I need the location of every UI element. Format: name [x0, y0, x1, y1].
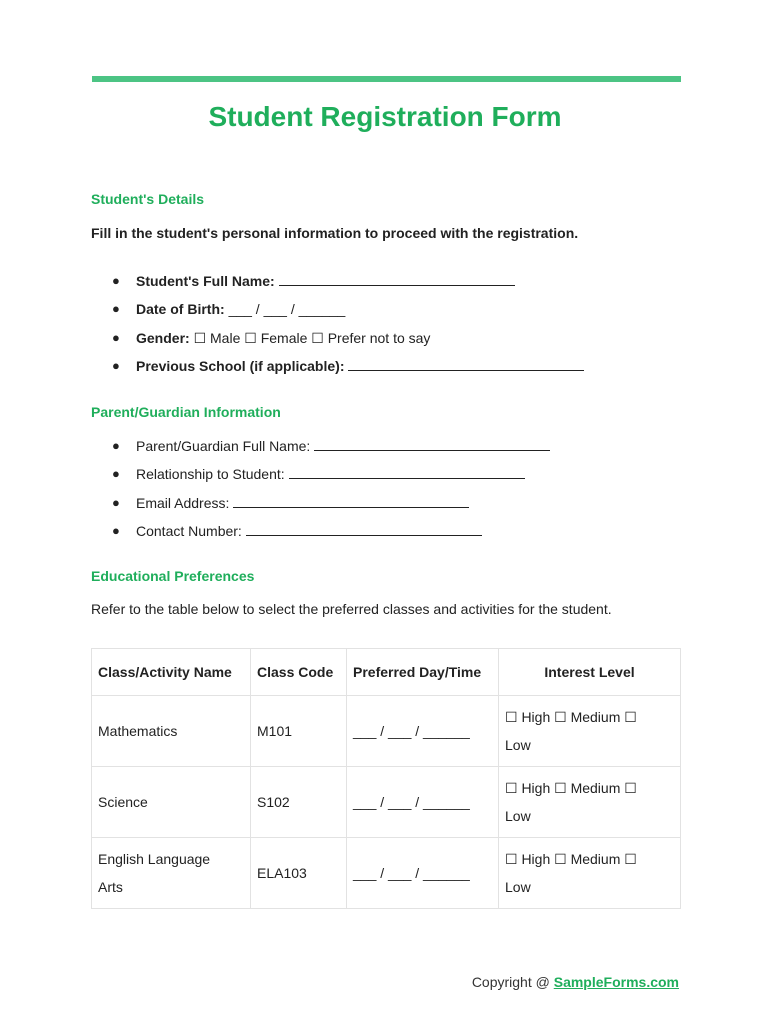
list-item: [112, 465, 550, 493]
copyright-text: Copyright @: [471, 974, 554, 990]
column-header-class-code: Class Code: [251, 649, 347, 696]
preferences-table: [91, 648, 681, 909]
student-fields-list: [112, 272, 584, 385]
bullet-icon: ●: [112, 273, 120, 288]
email-field[interactable]: [233, 495, 469, 508]
full-name-label: Student's Full Name:: [136, 273, 279, 289]
previous-school-label: Previous School (if applicable):: [136, 357, 349, 374]
interest-level-cell[interactable]: [499, 767, 681, 838]
bullet-icon: ●: [112, 438, 120, 453]
gender-label: Gender:: [136, 329, 194, 346]
list-item: [112, 522, 550, 550]
bullet-icon: ●: [112, 357, 120, 373]
day-time-cell[interactable]: ___ / ___ / ______: [347, 696, 499, 767]
email-label: Email Address:: [136, 494, 234, 511]
table-row: [92, 696, 681, 767]
parent-name-field[interactable]: [314, 438, 550, 451]
list-item: [112, 357, 584, 385]
class-name-cell: [92, 838, 251, 909]
column-header-day-time: Preferred Day/Time: [347, 649, 499, 696]
relationship-field[interactable]: [289, 466, 525, 479]
bullet-icon: ●: [112, 466, 120, 482]
table-header-row: [92, 649, 681, 696]
parent-name-label: Parent/Guardian Full Name:: [136, 438, 315, 454]
day-time-cell[interactable]: ___ / ___ / ______: [347, 767, 499, 838]
previous-school-field[interactable]: [348, 358, 584, 371]
class-code-cell: ELA103: [251, 838, 347, 909]
table-row: [92, 838, 681, 909]
column-header-class-name: Class/Activity Name: [92, 649, 251, 696]
bullet-icon: ●: [112, 494, 120, 510]
dob-label: Date of Birth:: [136, 301, 229, 318]
day-time-cell[interactable]: ___ / ___ / ______: [347, 838, 499, 909]
interest-level-cell[interactable]: [499, 696, 681, 767]
relationship-label: Relationship to Student:: [136, 466, 289, 483]
form-title: Student Registration Form: [208, 101, 562, 132]
copyright-footer: [472, 974, 679, 990]
contact-number-field[interactable]: [246, 523, 482, 536]
list-item: [112, 300, 584, 328]
interest-option-low[interactable]: Low: [505, 879, 531, 895]
list-item: [112, 437, 550, 465]
class-name-line: English Language: [98, 851, 211, 867]
class-name-line: Arts: [98, 879, 123, 895]
bullet-icon: ●: [112, 522, 120, 538]
class-code-cell: M101: [251, 696, 347, 767]
contact-number-label: Contact Number:: [136, 522, 246, 539]
column-header-interest-level: Interest Level: [499, 649, 681, 696]
class-name-cell: Science: [92, 767, 251, 838]
list-item: [112, 494, 550, 522]
educational-preferences-heading: Educational Preferences: [91, 568, 255, 584]
top-accent-rule: [92, 76, 681, 82]
bullet-icon: ●: [112, 301, 120, 317]
interest-options[interactable]: ☐ High ☐ Medium ☐: [505, 709, 637, 725]
full-name-field[interactable]: [279, 273, 515, 286]
interest-option-low[interactable]: Low: [505, 737, 531, 753]
dob-field[interactable]: ___ / ___ / ______: [228, 301, 346, 318]
brand-link[interactable]: SampleForms.com: [553, 974, 679, 990]
class-name-cell: Mathematics: [92, 696, 251, 767]
class-code-cell: S102: [251, 767, 347, 838]
interest-option-low[interactable]: Low: [505, 808, 531, 824]
students-details-heading: Student's Details: [91, 191, 205, 207]
table-row: [92, 767, 681, 838]
students-details-intro: Fill in the student's personal information to proceed with the registration.: [91, 225, 579, 241]
list-item: [112, 329, 584, 357]
list-item: [112, 272, 584, 300]
parent-info-heading: Parent/Guardian Information: [91, 404, 281, 420]
bullet-icon: ●: [112, 329, 120, 345]
educational-preferences-intro: Refer to the table below to select the preferred classes and activities for the student.: [91, 601, 612, 617]
parent-fields-list: [112, 437, 550, 550]
interest-options[interactable]: ☐ High ☐ Medium ☐: [505, 780, 637, 796]
interest-options[interactable]: ☐ High ☐ Medium ☐: [505, 851, 637, 867]
interest-level-cell[interactable]: [499, 838, 681, 909]
gender-options[interactable]: ☐ Male ☐ Female ☐ Prefer not to say: [193, 329, 431, 346]
